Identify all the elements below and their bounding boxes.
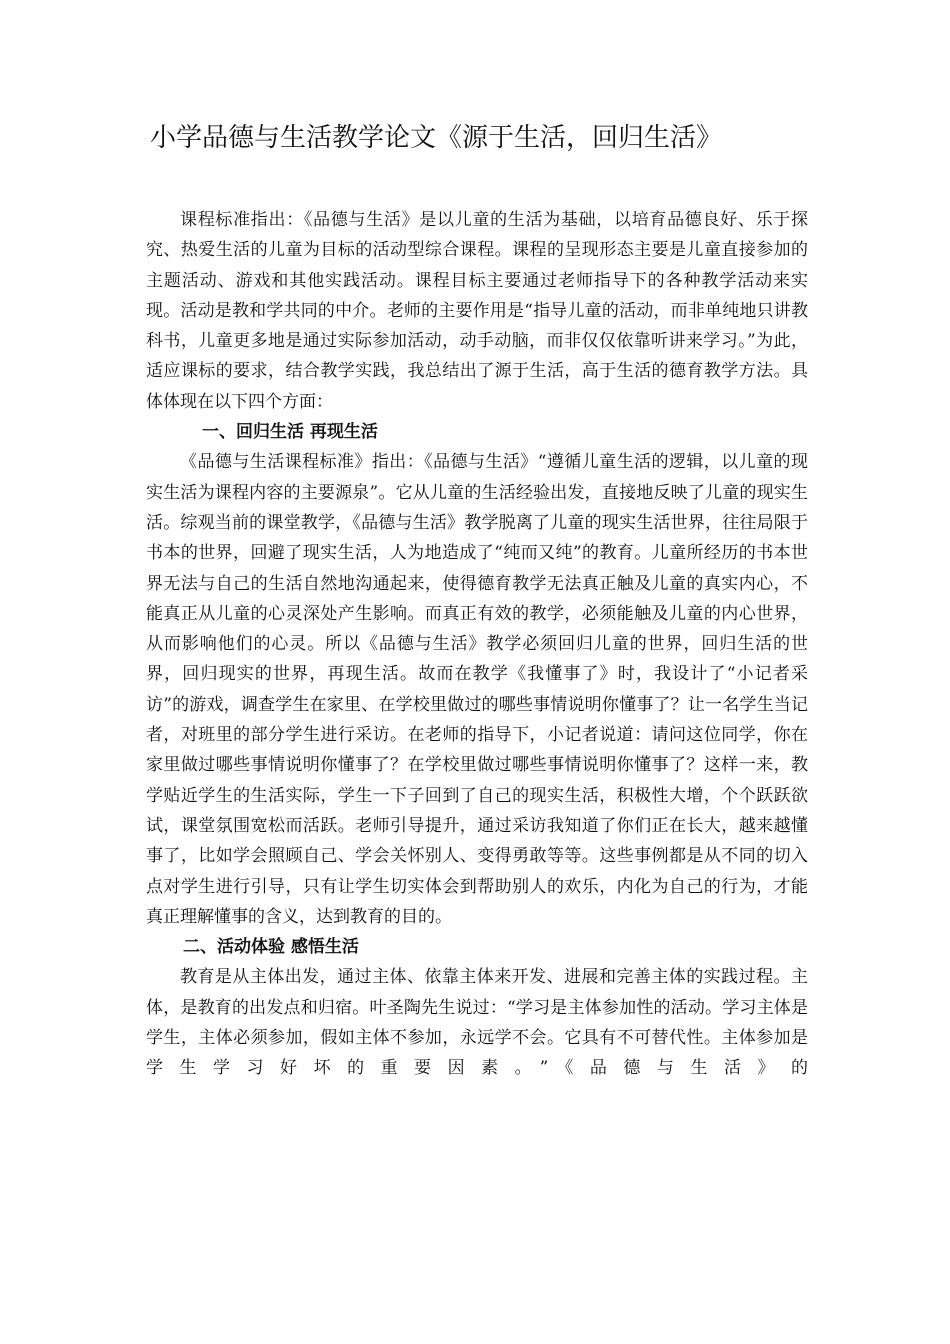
document-title: 小学品德与生活教学论文《源于生活，回归生活》 xyxy=(150,123,723,153)
section-1-paragraph: 《品德与生活课程标准》指出：《品德与生活》“遵循儿童生活的逻辑，以儿童的现实生活为课程内容的主要源泉”。它从儿童的生活经验出发，直接地反映了儿童的现实生活。综观当前的课堂教学，《品德与生活》教学脱离了儿童的现实生活世界，往往局限于书本的世界，回避了现实生活，人为地造成了“纯而又纯”的教育。儿童所经历的书本世界无法与自己的生活自然地沟通起来，使得德育教学无法真正触及儿童的真实内心，不能真正从儿童的心灵深处产生影响。而真正有效的教学，必须能触及儿童的内心世界，从而影响他们的心灵。所以《品德与生活》教学必须回归儿童的世界，回归生活的世界，回归现实的世界，再现生活。故而在教学《我懂事了》时，我设计了“小记者采访”的游戏，调查学生在家里、在学校里做过的哪些事情说明你懂事了？让一名学生当记者，对班里的部分学生进行采访。在老师的指导下，小记者说道：请问这位同学，你在家里做过哪些事情说明你懂事了？在学校里做过哪些事情说明你懂事了？这样一来，教学贴近学生的生活实际，学生一下子回到了自己的现实生活，积极性大增，个个跃跃欲试，课堂氛围宽松而活跃。老师引导提升，通过采访我知道了你们正在长大，越来越懂事了，比如学会照顾自己、学会关怀别人、变得勇敢等等。这些事例都是从不同的切入点对学生进行引导，只有让学生切实体会到帮助别人的欢乐，内化为自己的行为，才能真正理解懂事的含义，达到教育的目的。 xyxy=(146,452,808,927)
section-heading-2: 二、活动体验 感悟生活 xyxy=(183,937,359,958)
section-2-paragraph: 教育是从主体出发，通过主体、依靠主体来开发、进展和完善主体的实践过程。主体，是教育的出发点和归宿。叶圣陶先生说过：“学习是主体参加性的活动。学习主体是学生，主体必须参加，假如主体不参加，永远学不会。它具有不可替代性。主体参加是学生学习好坏的重要因素。”《品德与生活》的 xyxy=(146,967,808,1079)
intro-paragraph: 课程标准指出：《品德与生活》是以儿童的生活为基础，以培育品德良好、乐于探究、热爱生活的儿童为目标的活动型综合课程。课程的呈现形态主要是儿童直接参加的主题活动、游戏和其他实践活动。课程目标主要通过老师指导下的各种教学活动来实现。活动是教和学共同的中介。老师的主要作用是“指导儿童的活动，而非单纯地只讲教科书，儿童更多地是通过实际参加活动，动手动脑，而非仅仅依靠听讲来学习。”为此，适应课标的要求，结合教学实践，我总结出了源于生活，高于生活的德育教学方法。具体体现在以下四个方面： xyxy=(146,210,808,412)
section-heading-1: 一、回归生活 再现生活 xyxy=(202,422,378,443)
document-body xyxy=(146,205,808,1084)
